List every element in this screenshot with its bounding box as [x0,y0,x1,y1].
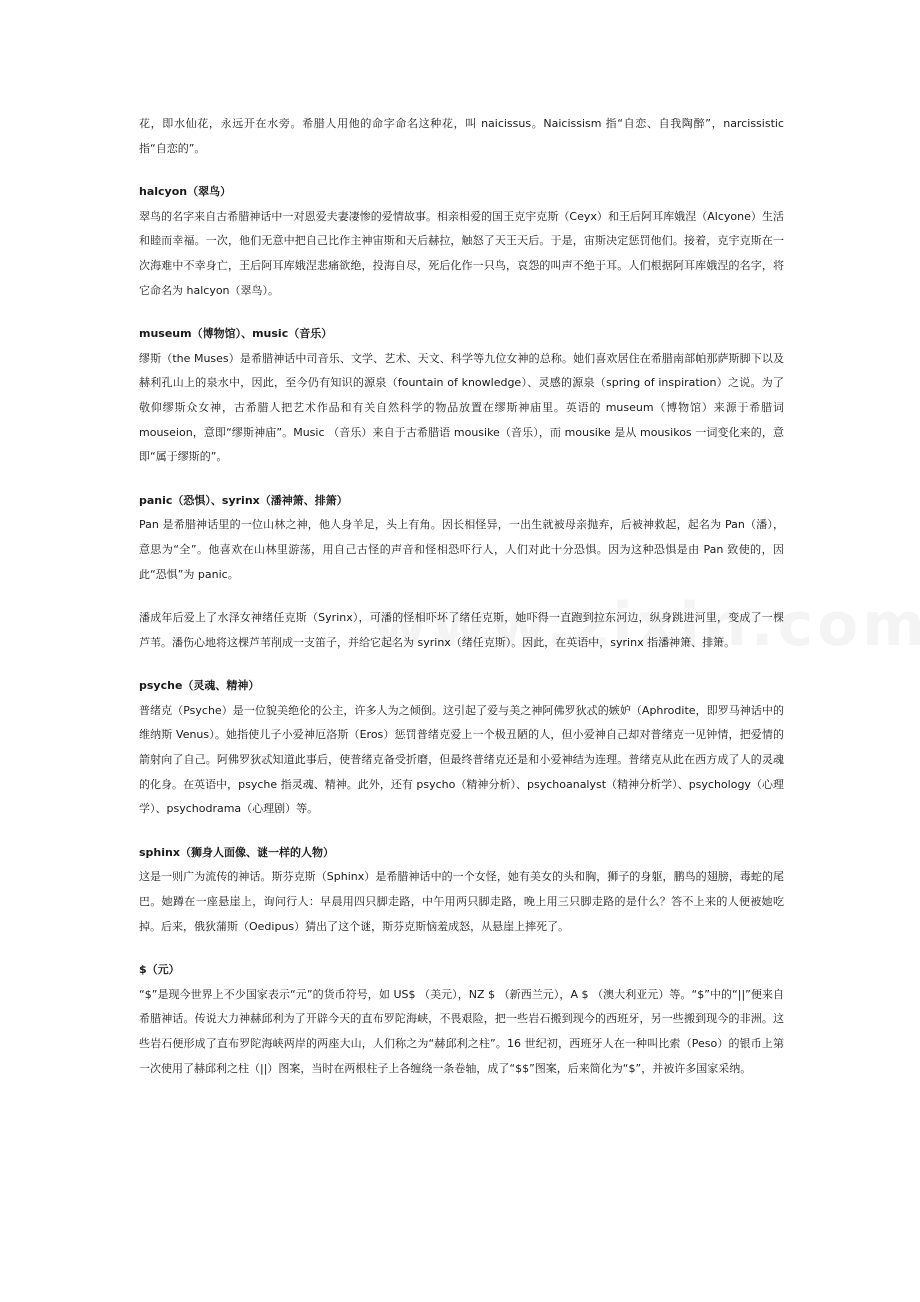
section-psyche [139,674,784,822]
paragraph: “$”是现今世界上不少国家表示“元”的货币符号，如 US$ （美元），NZ $ （新西兰元），A $ （澳大利亚元）等。“$”中的“||”便来自希腊神话。传说大力神赫邱利为了开辟今天的直布罗陀海峡，不畏艰险，把一些岩石搬到现今的西班牙，另一些搬到现今的非洲。这些岩石便形成了直布罗陀海峡两岸的两座大山，人们称之为“赫邱利之柱”。16 世纪初，西班牙人在一种叫比索（Peso）的银币上第一次使用了赫邱利之柱（||）图案，当时在两根柱子上各缠绕一条卷轴，成了“$$”图案，后来简化为“$”，并被许多国家采纳。 [139,987,784,1075]
paragraph: 潘成年后爱上了水泽女神绪任克斯（Syrinx），可潘的怪相吓坏了绪任克斯，她吓得一直跑到拉东河边，纵身跳进河里，变成了一棵芦苇。潘伤心地将这棵芦苇削成一支笛子，并给它起名为 syrinx（绪任克斯）。因此，在英语中，syrinx 指潘神箫、排箫。 [139,611,784,649]
section-heading: $（元） [139,963,180,977]
section-heading: museum（博物馆）、music（音乐） [139,327,333,341]
paragraph: 花，即水仙花，永远开在水旁。希腊人用他的命字命名这种花，叫 naicissus。Naicissism 指“自恋、自我陶醉”，narcissistic 指“自恋的”。 [139,117,784,155]
section-heading: sphinx（狮身人面像、谜一样的人物） [139,845,334,859]
section-halcyon [139,180,784,303]
document-body [139,112,784,1081]
section-sphinx [139,841,784,939]
section-narcissus [139,112,784,161]
section-dollar [139,958,784,1081]
section-heading: halcyon（翠鸟） [139,185,232,199]
paragraph: 这是一则广为流传的神话。斯芬克斯（Sphinx）是希腊神话中的一个女怪，她有美女的头和胸，狮子的身躯，鹏鸟的翅膀，毒蛇的尾巴。她蹲在一座悬崖上，询问行人：早晨用四只脚走路，中午用两只脚走路，晚上用三只脚走路的是什么？答不上来的人便被她吃掉。后来，俄狄蒲斯（Oedipus）猜出了这个谜，斯芬克斯恼羞成怒，从悬崖上摔死了。 [139,870,784,933]
section-heading: psyche（灵魂、精神） [139,679,260,693]
section-heading: panic（恐惧）、syrinx（潘神箫、排箫） [139,493,348,507]
section-panic [139,489,784,656]
paragraph: 缪斯（the Muses）是希腊神话中司音乐、文学、艺术、天文、科学等九位女神的总称。她们喜欢居住在希腊南部帕那萨斯脚下以及赫利孔山上的泉水中，因此，至今仍有知识的源泉（fountain of knowledge）、灵感的源泉（spring of inspiration）之说。为了敬仰缪斯众女神，古希腊人把艺术作品和有关自然科学的物品放置在缪斯神庙里。英语的 museum（博物馆）来源于希腊词 mouseion，意即“缪斯神庙”。Music （音乐）来自于古希腊语 mousike（音乐），而 mousike 是从 mousikos 一词变化来的，意即“属于缪斯的”。 [139,351,784,464]
paragraph: 翠鸟的名字来自古希腊神话中一对恩爱夫妻凄惨的爱情故事。相亲相爱的国王克宇克斯（Ceyx）和王后阿耳库娥涅（Alcyone）生活和睦而幸福。一次，他们无意中把自己比作主神宙斯和天后赫拉，触怒了天王天后。于是，宙斯决定惩罚他们。接着，克宇克斯在一次海难中不幸身亡，王后阿耳库娥涅悲痛欲绝，投海自尽，死后化作一只鸟，哀怨的叫声不绝于耳。人们根据阿耳库娥涅的名字，将它命名为 halcyon（翠鸟）。 [139,209,784,297]
section-museum [139,322,784,470]
paragraph: 普绪克（Psyche）是一位貌美绝伦的公主，许多人为之倾倒。这引起了爱与美之神阿佛罗狄忒的嫉妒（Aphrodite，即罗马神话中的维纳斯 Venus）。她指使儿子小爱神厄洛斯（Eros）惩罚普绪克爱上一个极丑陋的人，但小爱神自己却对普绪克一见钟情，把爱情的箭射向了自己。阿佛罗狄忒知道此事后，使普绪克备受折磨，但最终普绪克还是和小爱神结为连理。普绪克从此在西方成了人的灵魂的化身。在英语中，psyche 指灵魂、精神。此外，还有 psycho（精神分析）、psychoanalyst（精神分析学）、psychology（心理学）、psychodrama（心理剧）等。 [139,703,784,816]
paragraph: Pan 是希腊神话里的一位山林之神，他人身羊足，头上有角。因长相怪异，一出生就被母亲抛弃，后被神救起，起名为 Pan（潘），意思为“全”。他喜欢在山林里游荡，用自己古怪的声音和怪相恐吓行人，人们对此十分恐惧。因为这种恐惧是由 Pan 致使的，因此“恐惧”为 panic。 [139,518,784,581]
